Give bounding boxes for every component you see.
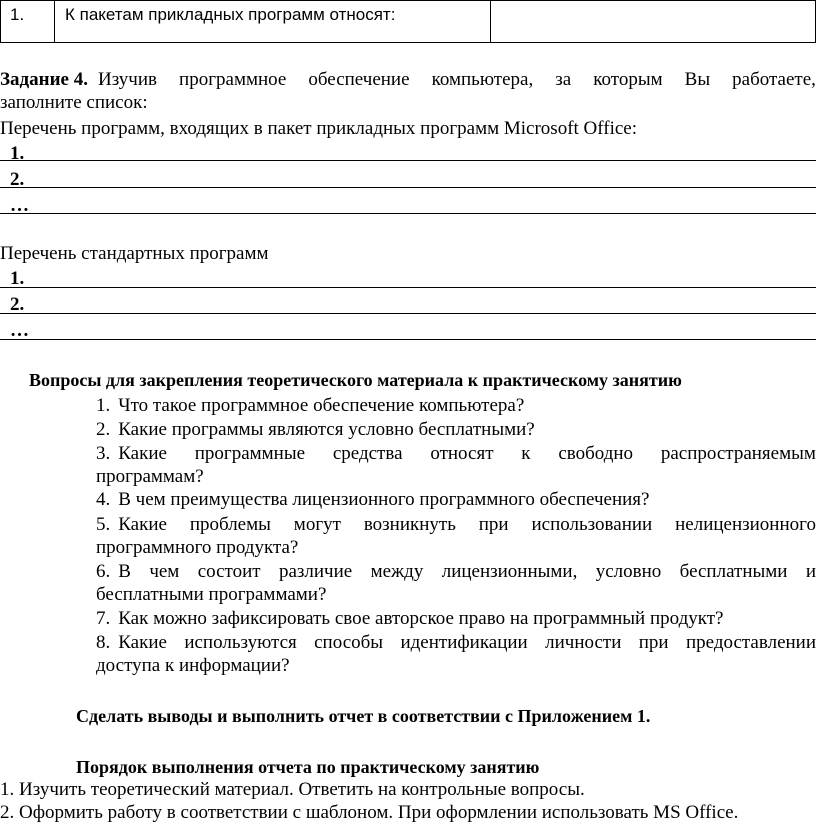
question-number: 2. [96, 419, 111, 440]
question-cell: К пакетам прикладных программ относят: [55, 1, 491, 43]
question-text: Как можно зафиксировать свое авторское право на программный продукт? [118, 608, 724, 629]
office-item-1: 1. [10, 143, 25, 164]
standard-item-3: … [10, 320, 29, 341]
question-text-continued: программного продукта? [96, 537, 299, 558]
question-number: 5. [96, 514, 111, 535]
office-list-title: Перечень программ, входящих в пакет прикладных программ Microsoft Office: [0, 118, 638, 139]
standard-item-2: 2. [10, 294, 25, 315]
question-text: Какие используются способы идентификации личности при предоставлении [118, 632, 816, 653]
task4-word: обеспечение [308, 69, 410, 90]
conclusion-text: Сделать выводы и выполнить отчет в соответствии с Приложением 1. [76, 706, 651, 726]
table-row [1, 1, 816, 43]
question-number: 7. [96, 608, 111, 629]
standard-item-1: 1. [10, 268, 25, 289]
task4-word: за [555, 69, 572, 90]
question-number: 1. [96, 395, 111, 416]
question-text: В чем состоит различие между лицензионными, условно бесплатными и [118, 561, 816, 582]
office-item-2: 2. [10, 169, 25, 190]
task4-word: работаете, [732, 69, 816, 90]
question-text: Какие программные средства относят к свободно распространяемым [118, 443, 816, 464]
answer-line[interactable] [0, 339, 816, 340]
answer-cell[interactable] [491, 1, 816, 43]
standard-list-title: Перечень стандартных программ [0, 243, 269, 264]
question-text: Какие проблемы могут возникнуть при использовании нелицензионного [118, 514, 816, 535]
report-step-2: 2. Оформить работу в соответствии с шаблоном. При оформлении использовать MS Office. [0, 802, 739, 823]
questions-title: Вопросы для закрепления теоретического материала к практическому занятию [29, 370, 682, 390]
row-number-cell: 1. [1, 1, 55, 43]
question-text-continued: бесплатными программами? [96, 584, 327, 605]
question-number: 6. [96, 561, 111, 582]
task4-text-continued: заполните список: [0, 92, 148, 113]
answer-line[interactable] [0, 287, 816, 288]
question-number: 4. [96, 489, 111, 510]
report-step-1: 1. Изучить теоретический материал. Ответить на контрольные вопросы. [0, 779, 585, 800]
answer-line[interactable] [0, 213, 816, 214]
question-number: 3. [96, 443, 111, 464]
task4-word: Вы [684, 69, 711, 90]
task4-text [98, 69, 816, 91]
question-text: Что такое программное обеспечение компьютера? [118, 395, 525, 416]
task4-word: Изучив [97, 69, 157, 90]
question-table [0, 0, 816, 43]
answer-line[interactable] [0, 160, 816, 161]
answer-line[interactable] [0, 313, 816, 314]
report-order-title: Порядок выполнения отчета по практическому занятию [76, 757, 540, 777]
question-number: 8. [96, 632, 111, 653]
question-text: В чем преимущества лицензионного программного обеспечения? [118, 489, 650, 510]
task4-line1 [0, 69, 816, 91]
task4-word: которым [593, 69, 663, 90]
task4-word: программное [179, 69, 287, 90]
answer-line[interactable] [0, 187, 816, 188]
question-text-continued: доступа к информации? [96, 655, 290, 676]
question-text: Какие программы являются условно бесплатными? [118, 419, 535, 440]
question-text-continued: программам? [96, 466, 204, 487]
task4-word: компьютера, [431, 69, 534, 90]
task4-label: Задание 4. [0, 69, 88, 90]
office-item-3: … [10, 195, 29, 216]
